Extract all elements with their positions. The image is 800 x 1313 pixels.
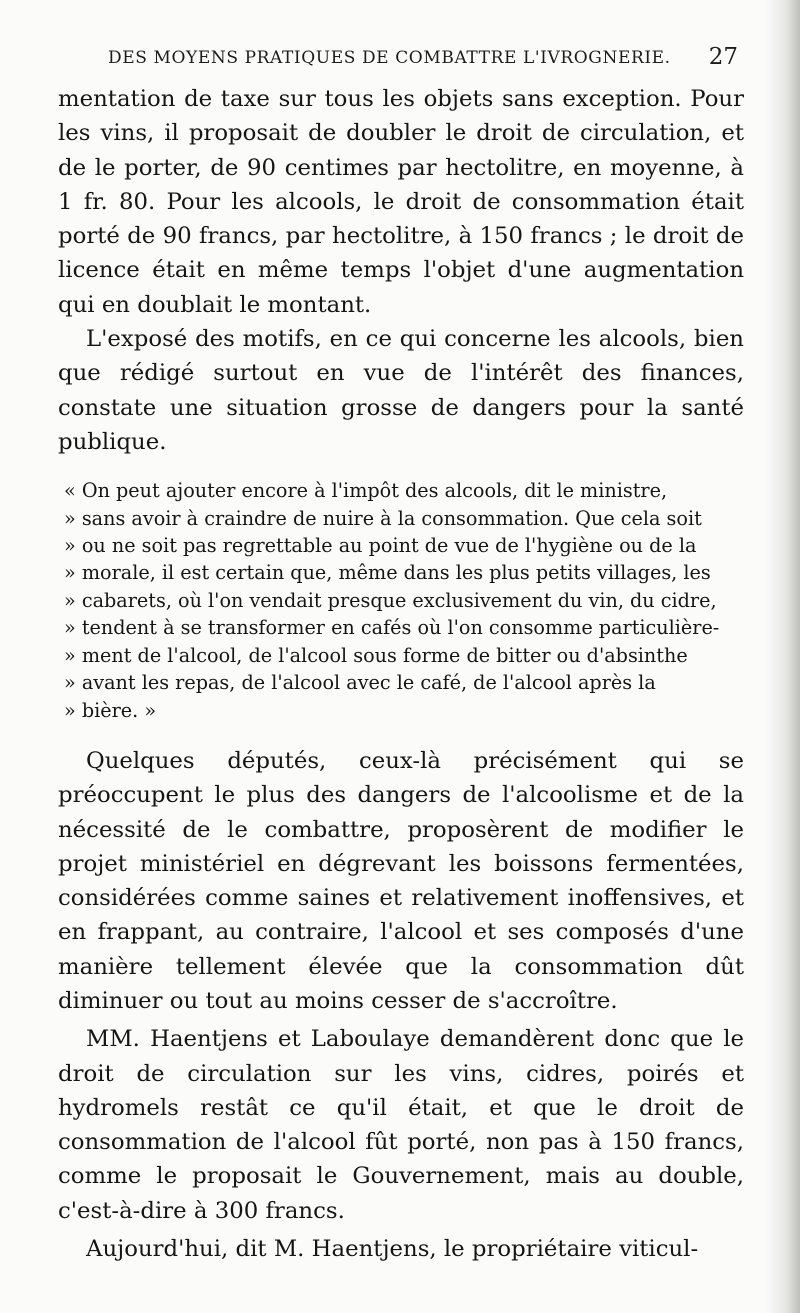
page-edge-shadow xyxy=(766,0,800,1313)
paragraph-haentjens-laboulaye: MM. Haentjens et Laboulaye demandèrent donc que le droit de circulation sur les vins, cidres, poirés et hydromels restât ce qu'il était, et que le droit de consommation de l'alcool fût porté, non pas à 150 francs, comme le proposait le Gouvernement, mais au double, c'est-à-dire à 300 francs. xyxy=(58,1026,744,1224)
paragraph-quelques-deputes: Quelques députés, ceux-là précisément qui se préoccupent le plus des dangers de l'alcoolisme et de la nécessité de le combattre, proposèrent de modifier le projet ministériel en dégrevant les boissons fermentées, considérées comme saines et relativement inoffensives, et en frappant, au contraire, l'alcool et ses composés d'une manière tellement élevée que la consommation dût diminuer ou tout au moins cesser de s'accroître. xyxy=(58,747,744,1014)
minister-quote xyxy=(58,477,744,724)
quote-line: » ou ne soit pas regrettable au point de vue de l'hygiène ou de la xyxy=(64,534,697,558)
quote-line: » morale, il est certain que, même dans les plus petits villages, les xyxy=(64,561,711,585)
quote-line: » avant les repas, de l'alcool avec le café, de l'alcool après la xyxy=(64,671,656,695)
quote-line: » tendent à se transformer en cafés où l'on consomme particulière- xyxy=(64,616,720,640)
quote-line: » sans avoir à craindre de nuire à la consommation. Que cela soit xyxy=(64,506,702,530)
quote-line: « On peut ajouter encore à l'impôt des alcools, dit le ministre, xyxy=(64,479,668,503)
paragraph-continuation: mentation de taxe sur tous les objets sans exception. Pour les vins, il proposait de doubler le droit de circulation, et de le porter, de 90 centimes par hectolitre, en moyenne, à 1 fr. 80. Pour les alcools, le droit de consommation était porté de 90 francs, par hectolitre, à 150 francs ; le droit de licence était en même temps l'objet d'une augmentation qui en doublait le montant. xyxy=(58,86,744,318)
page-number: 27 xyxy=(708,44,738,70)
running-head: DES MOYENS PRATIQUES DE COMBATTRE L'IVROGNERIE. xyxy=(108,48,671,68)
quote-line: » cabarets, où l'on vendait presque exclusivement du vin, du cidre, xyxy=(64,588,717,612)
page-header xyxy=(108,44,738,78)
quote-line: » ment de l'alcool, de l'alcool sous forme de bitter ou d'absinthe xyxy=(64,643,688,667)
body-text xyxy=(58,82,744,1266)
paragraph-expose-des-motifs: L'exposé des motifs, en ce qui concerne les alcools, bien que rédigé surtout en vue de l'intérêt des finances, constate une situation grosse de dangers pour la santé publique. xyxy=(58,326,744,455)
quote-line: » bière. » xyxy=(64,698,157,722)
paragraph-aujourdhui: Aujourd'hui, dit M. Haentjens, le propriétaire viticul- xyxy=(86,1236,699,1263)
